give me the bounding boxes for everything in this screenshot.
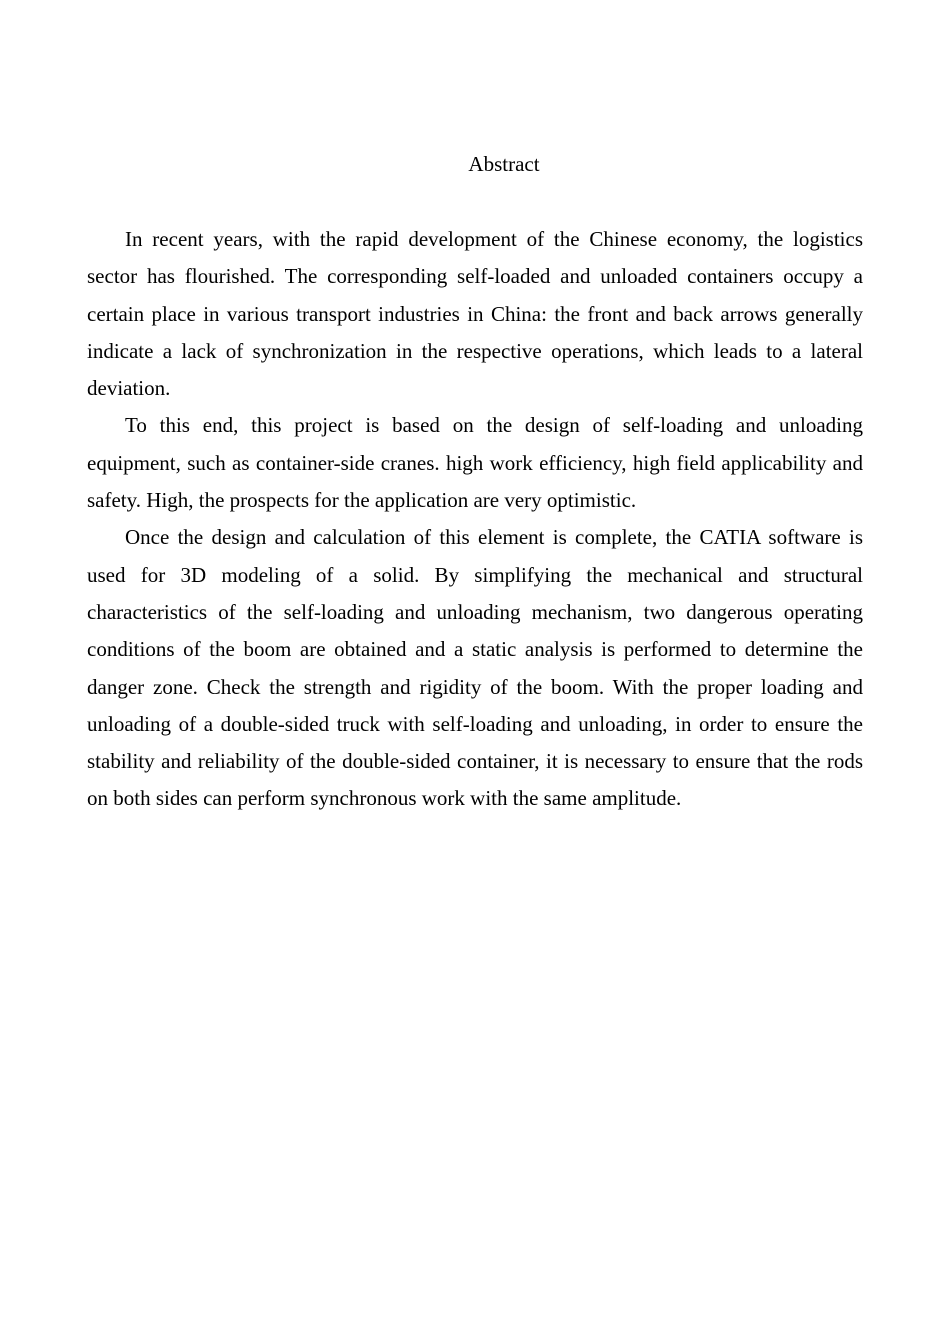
abstract-paragraph-2: To this end, this project is based on the design of self-loading and unloading equipment, such as container-side cranes. high work efficiency, high field applicability and safety. High, the prospects for the application are very optimistic. (87, 413, 863, 513)
abstract-body (87, 221, 863, 818)
abstract-title: Abstract (468, 152, 540, 176)
abstract-paragraph-3: Once the design and calculation of this element is complete, the CATIA software is used for 3D modeling of a solid. By simplifying the mechanical and structural characteristics of the self-loading and unloading mechanism, two dangerous operating conditions of the boom are obtained and a static analysis is performed to determine the danger zone. Check the strength and rigidity of the boom. With the proper loading and unloading of a double-sided truck with self-loading and unloading, in order to ensure the stability and reliability of the double-sided container, it is necessary to ensure that the rods on both sides can perform synchronous work with the same amplitude. (87, 525, 863, 811)
abstract-paragraph-1: In recent years, with the rapid development of the Chinese economy, the logistics sector has flourished. The corresponding self-loaded and unloaded containers occupy a certain place in various transport industries in China: the front and back arrows generally indicate a lack of synchronization in the respective operations, which leads to a lateral deviation. (87, 227, 863, 401)
